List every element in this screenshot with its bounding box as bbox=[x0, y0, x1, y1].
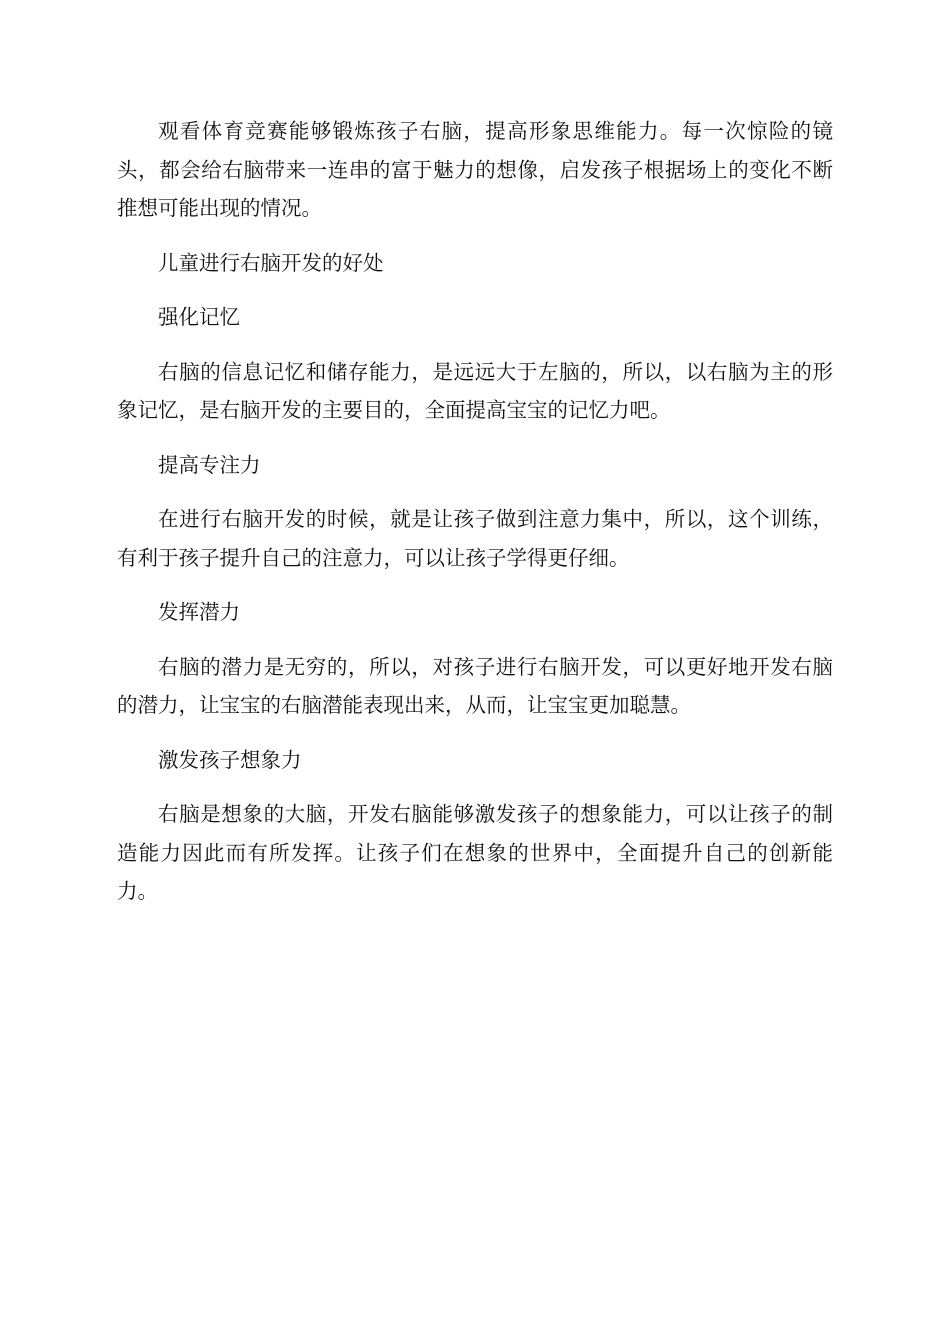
heading-potential: 发挥潜力 bbox=[158, 600, 240, 624]
document-body bbox=[117, 112, 833, 927]
heading-imagination: 激发孩子想象力 bbox=[158, 747, 302, 772]
paragraph-memory: 右脑的信息记忆和储存能力，是远远大于左脑的，所以，以右脑为主的形象记忆，是右脑开发的主要目的，全面提高宝宝的记忆力吧。 bbox=[117, 359, 833, 422]
paragraph-focus: 在进行右脑开发的时候，就是让孩子做到注意力集中，所以，这个训练，有利于孩子提升自己的注意力，可以让孩子学得更仔细。 bbox=[117, 507, 833, 570]
heading-benefits: 儿童进行右脑开发的好处 bbox=[158, 250, 384, 275]
paragraph-potential: 右脑的潜力是无穷的，所以，对孩子进行右脑开发，可以更好地开发右脑的潜力，让宝宝的右脑潜能表现出来，从而，让宝宝更加聪慧。 bbox=[117, 654, 833, 717]
heading-focus: 提高专注力 bbox=[158, 452, 261, 477]
heading-memory: 强化记忆 bbox=[158, 305, 240, 329]
paragraph-imagination: 右脑是想象的大脑，开发右脑能够激发孩子的想象能力，可以让孩子的制造能力因此而有所发挥。让孩子们在想象的世界中，全面提升自己的创新能力。 bbox=[117, 802, 833, 903]
paragraph-sports-viewing: 观看体育竞赛能够锻炼孩子右脑，提高形象思维能力。每一次惊险的镜头，都会给右脑带来一连串的富于魅力的想像，启发孩子根据场上的变化不断推想可能出现的情况。 bbox=[117, 119, 833, 220]
